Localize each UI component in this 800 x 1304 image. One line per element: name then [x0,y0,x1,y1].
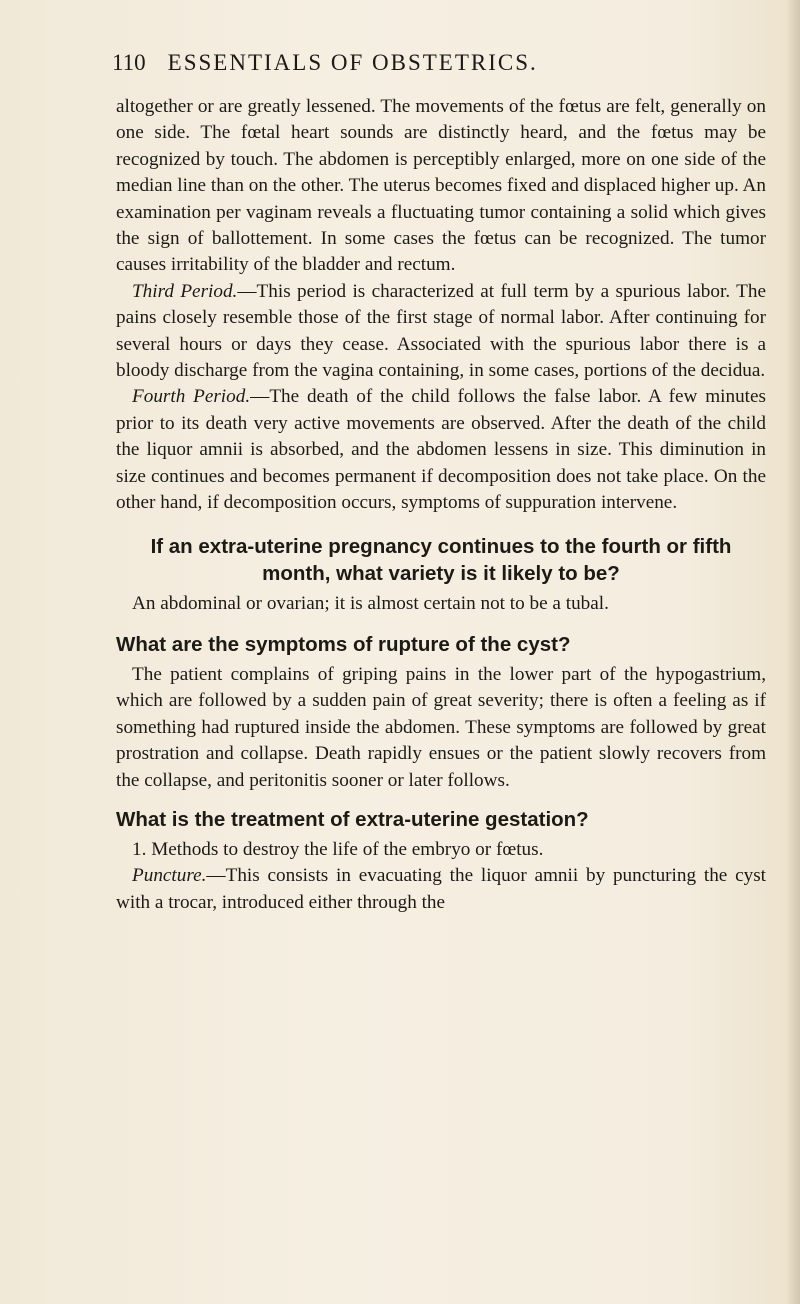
question-heading: What is the treatment of extra-uterine gestation? [116,807,589,831]
question-heading: If an extra-uterine pregnancy continues to the fourth or fifth month, what variety is it likely to be? [150,534,732,585]
treatment-item: 1. Methods to destroy the life of the embryo or fœtus. [132,838,544,860]
page-edge-shadow [786,0,800,1304]
third-period-text: —This period is characterized at full term by a spurious labor. The pains closely resemble those of the first stage of normal labor. After continuing for several hours or days they cease. Associated with the spurious labor there is a bloody discharge from the vagina containing, in some cases, portions of the decidua. [116,280,766,382]
page-body [116,94,766,916]
running-title: ESSENTIALS OF OBSTETRICS. [167,50,538,75]
paragraph-second-period-end: altogether or are greatly lessened. The movements of the fœtus are felt, generally on one side. The fœtal heart sounds are distinctly heard, and the fœtus may be recognized by touch. The abdomen is perceptibly enlarged, more on one side of the median line than on the other. The uterus becomes fixed and displaced higher up. An examination per vaginam reveals a fluctuating tumor containing a solid which gives the sign of ballottement. In some cases the fœtus can be recognized. The tumor causes irritability of the bladder and rectum. [116,96,766,276]
answer-paragraph: The patient complains of griping pains in the lower part of the hypogastrium, which are followed by a sudden pain of great severity; there is often a feeling as if something had ruptured inside the abdomen. These symptoms are followed by great prostration and collapse. Death rapidly ensues or the patient slowly recovers from the collapse, and peritonitis sooner or later follows. [116,663,766,791]
answer-paragraph: An abdominal or ovarian; it is almost certain not to be a tubal. [132,592,609,614]
paragraph-fourth-period [116,384,766,516]
paragraph-third-period [116,279,766,385]
puncture-text: —This consists in evacuating the liquor amnii by puncturing the cyst with a trocar, introduced either through the [116,865,766,913]
fourth-period-label: Fourth Period. [132,386,251,408]
fourth-period-text: —The death of the child follows the false labor. A few minutes prior to its death very active movements are observed. After the death of the child the liquor amnii is absorbed, and the abdomen lessens in size. This diminution in size continues and becomes permanent if decomposition does not take place. On the other hand, if decomposition occurs, symptoms of suppuration intervene. [116,386,766,514]
puncture-label: Puncture. [132,865,207,887]
question-heading: What are the symptoms of rupture of the cyst? [116,632,571,656]
paragraph-puncture [116,863,766,916]
page-header [112,50,672,76]
third-period-label: Third Period. [132,280,238,302]
page-number: 110 [112,50,146,75]
